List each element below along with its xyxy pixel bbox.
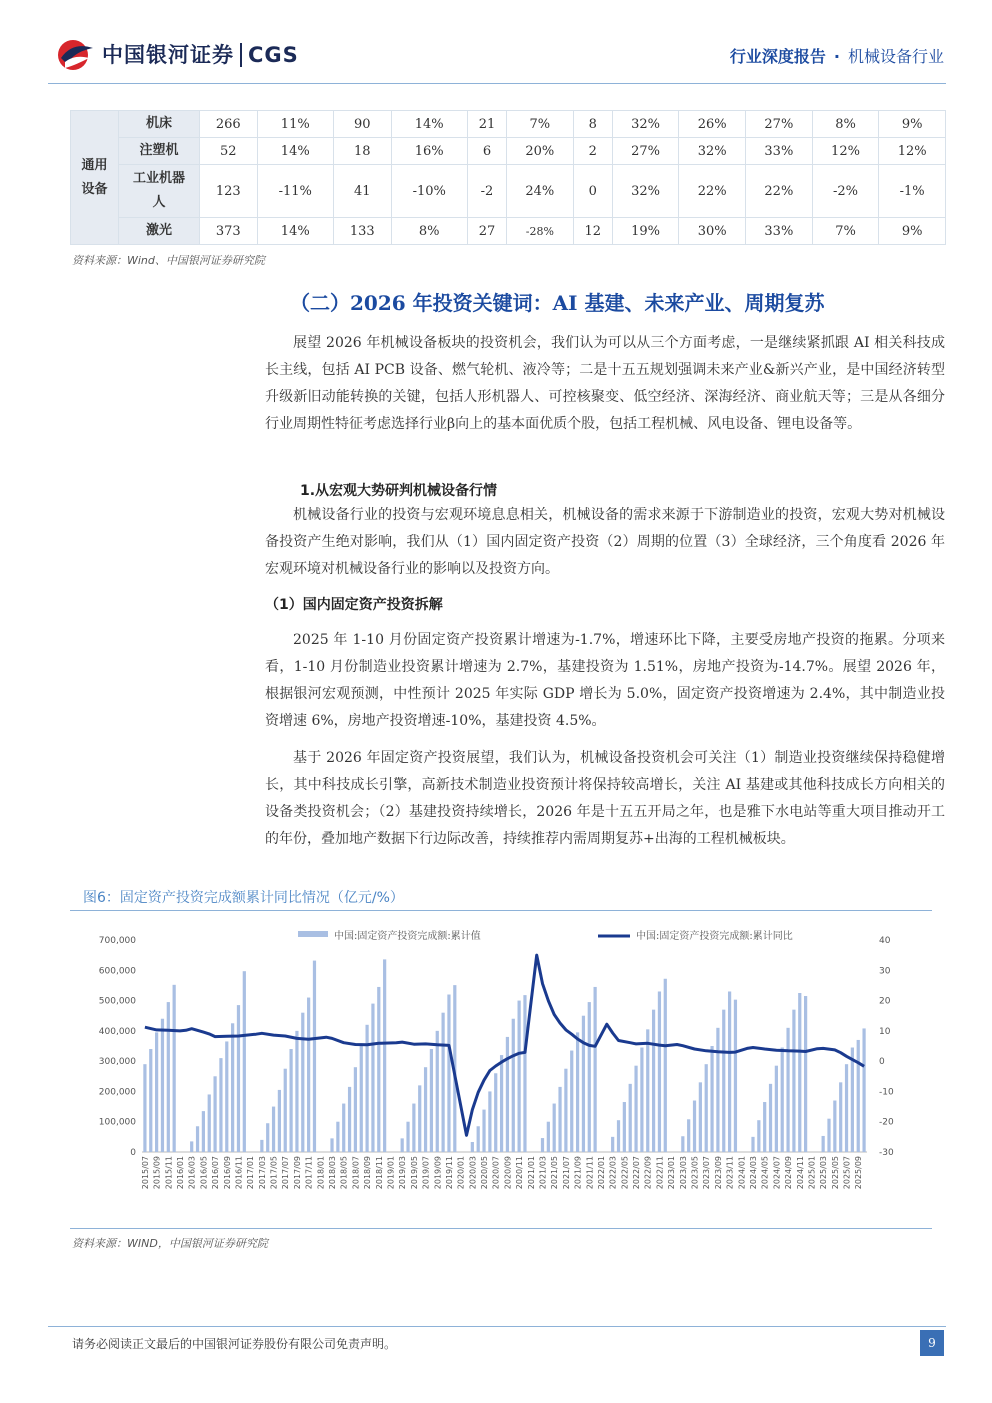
right-axis-tick: -20 [879, 1117, 894, 1128]
bar [851, 1048, 854, 1152]
x-axis-tick: 2024/09 [784, 1156, 794, 1190]
right-axis-tick: 10 [879, 1026, 891, 1037]
bar [547, 1122, 550, 1152]
page-number: 9 [920, 1330, 944, 1356]
x-axis-tick: 2020/09 [503, 1156, 513, 1190]
table-cell: 27% [746, 111, 813, 138]
x-axis-tick: 2017/09 [292, 1156, 302, 1190]
bar [313, 961, 316, 1152]
brand-name: 中国银河证券 [102, 43, 234, 67]
table-cell: 12% [879, 138, 946, 165]
table-cell: 32% [679, 138, 746, 165]
right-axis-tick: 20 [879, 996, 891, 1007]
x-axis-tick: 2024/01 [737, 1156, 747, 1190]
figure-source: 资料来源：WIND，中国银河证券研究院 [72, 1237, 268, 1250]
bar [699, 1082, 702, 1152]
bar [430, 1049, 433, 1152]
x-axis-tick: 2025/05 [830, 1156, 840, 1190]
bar [289, 1049, 292, 1152]
x-axis-tick: 2024/03 [749, 1156, 758, 1190]
report-header [730, 44, 944, 67]
x-axis-tick: 2023/07 [702, 1156, 712, 1190]
left-axis-tick: 700,000 [98, 936, 136, 946]
bar [354, 1067, 357, 1152]
subheading-1: 1.从宏观大势研判机械设备行情 [300, 483, 498, 499]
right-axis-tick: 40 [879, 936, 891, 946]
footer-divider [48, 1326, 946, 1327]
bar [658, 991, 661, 1152]
report-type: 行业深度报告 [729, 47, 826, 66]
bar [237, 1005, 240, 1152]
bar [424, 1067, 427, 1152]
x-axis-tick: 2017/05 [269, 1156, 279, 1190]
table-cell: 7% [812, 218, 879, 245]
bar [629, 1084, 632, 1152]
bar [342, 1104, 345, 1152]
bar [477, 1126, 480, 1152]
bar [412, 1104, 415, 1152]
legend-bar-swatch [298, 931, 328, 937]
table-row [71, 138, 946, 165]
x-axis-tick: 2018/05 [339, 1156, 349, 1190]
table-cell: 26% [679, 111, 746, 138]
bar [734, 1000, 737, 1152]
paragraph-4: 基于 2026 年固定资产投资展望，我们认为，机械设备投资机会可关注（1）制造业投资继续保持稳健增长，其中科技成长引擎，高新技术制造业投资预计将保持较高增长，关注 AI 基建或其他科技成长方向相关的设备类投资机会；（2）基建投资持续增长，2026 年是十五五开局之年，也是雅下水电站等重大项目推动开工的年份，叠加地产数据下行边际改善，持续推荐内需周期复苏+出海的工程机械板块。 [265, 750, 945, 847]
left-axis-tick: 300,000 [98, 1057, 136, 1068]
x-axis-tick: 2017/03 [257, 1156, 267, 1190]
yoy-line [145, 955, 864, 1135]
legend-line-label: 中国:固定资产投资完成额:累计同比 [636, 931, 793, 942]
table-cell: 33% [746, 218, 813, 245]
table-cell: 41 [333, 165, 391, 218]
x-axis-tick: 2017/01 [246, 1156, 256, 1190]
bar [611, 1137, 614, 1152]
x-axis-tick: 2021/03 [538, 1156, 548, 1190]
table-cell: 373 [200, 218, 258, 245]
x-axis-tick: 2023/03 [678, 1156, 688, 1190]
left-axis-tick: 600,000 [98, 966, 136, 977]
table-cell: 27% [612, 138, 679, 165]
bar [155, 1032, 158, 1152]
x-axis-tick: 2016/11 [234, 1156, 244, 1190]
bar [781, 1048, 784, 1152]
bar [208, 1094, 211, 1152]
right-axis-tick: 30 [879, 966, 891, 977]
investment-chart [70, 918, 932, 1218]
bar [348, 1087, 351, 1152]
table-cell: 12% [812, 138, 879, 165]
table-source: 资料来源：Wind、中国银河证券研究院 [72, 254, 265, 267]
bar [862, 1028, 865, 1152]
table-cell: 52 [200, 138, 258, 165]
x-axis-tick: 2021/01 [526, 1156, 536, 1190]
table-cell: -2 [467, 165, 506, 218]
bar [558, 1087, 561, 1152]
x-axis-tick: 2021/09 [573, 1156, 583, 1190]
bar [728, 991, 731, 1152]
bar [594, 987, 597, 1152]
table-cell: 20% [507, 138, 574, 165]
x-axis-tick: 2019/07 [421, 1156, 431, 1190]
bar [576, 1032, 579, 1152]
table-cell: 14% [257, 218, 333, 245]
table-cell: 16% [391, 138, 467, 165]
bar [482, 1110, 485, 1152]
table-row [71, 218, 946, 245]
x-axis-tick: 2020/07 [491, 1156, 501, 1190]
table-row [71, 165, 946, 218]
bar [278, 1090, 281, 1152]
bar [681, 1136, 684, 1152]
bar [845, 1064, 848, 1152]
bar [330, 1138, 333, 1152]
table-cell: 19% [612, 218, 679, 245]
bar [827, 1119, 830, 1152]
table-cell: 9% [879, 218, 946, 245]
bar [792, 1010, 795, 1152]
brand-logo-text [102, 39, 299, 69]
x-axis-tick: 2017/07 [281, 1156, 291, 1190]
data-table [70, 110, 946, 245]
right-axis-tick: -10 [879, 1087, 894, 1098]
x-axis-tick: 2015/11 [164, 1156, 174, 1190]
bar [617, 1120, 620, 1152]
bar [564, 1069, 567, 1152]
bar [652, 1010, 655, 1152]
bar [775, 1066, 778, 1152]
bar [406, 1122, 409, 1152]
right-axis-tick: 0 [879, 1057, 885, 1068]
bar [570, 1051, 573, 1152]
x-axis-tick: 2018/09 [363, 1156, 373, 1190]
brand-name-en: CGS [240, 43, 299, 67]
row-name: 激光 [119, 218, 200, 245]
bar [646, 1029, 649, 1152]
bar [804, 996, 807, 1152]
table-cell: -10% [391, 165, 467, 218]
table-cell: 32% [612, 165, 679, 218]
table-cell: 27 [467, 218, 506, 245]
bar [167, 1002, 170, 1152]
bar [307, 998, 310, 1152]
disclaimer-note: 请务必阅读正文最后的中国银河证券股份有限公司免责声明。 [72, 1337, 397, 1351]
table-cell: 18 [333, 138, 391, 165]
bar [418, 1085, 421, 1152]
row-name: 工业机器 人 [119, 165, 200, 218]
table-cell: 0 [573, 165, 612, 218]
x-axis-tick: 2023/01 [667, 1156, 677, 1190]
bar [442, 1013, 445, 1152]
bar [272, 1107, 275, 1152]
bar [705, 1064, 708, 1152]
x-axis-tick: 2017/11 [304, 1156, 314, 1190]
x-axis-tick: 2022/03 [608, 1156, 618, 1190]
bar [506, 1037, 509, 1152]
bar [266, 1123, 269, 1152]
bar [447, 995, 450, 1152]
industry-name: 机械设备行业 [847, 47, 944, 66]
cgs-logo-icon [55, 38, 95, 72]
table-cell: 11% [257, 111, 333, 138]
section-title: （二）2026 年投资关键词：AI 基建、未来产业、周期复苏 [290, 291, 825, 315]
x-axis-tick: 2016/05 [199, 1156, 209, 1190]
table-cell: 14% [257, 138, 333, 165]
x-axis-tick: 2019/01 [386, 1156, 396, 1190]
bar [716, 1028, 719, 1152]
bar [377, 987, 380, 1152]
bar [798, 993, 801, 1152]
row-name: 机床 [119, 111, 200, 138]
table-cell: 33% [746, 138, 813, 165]
table-cell: -2% [812, 165, 879, 218]
x-axis-tick: 2023/05 [690, 1156, 700, 1190]
x-axis-tick: 2016/01 [176, 1156, 185, 1190]
bar [634, 1066, 637, 1152]
bar [710, 1046, 713, 1152]
table-cell: 2 [573, 138, 612, 165]
table-cell: 22% [679, 165, 746, 218]
bar [518, 1001, 521, 1152]
x-axis-tick: 2022/07 [632, 1156, 642, 1190]
bar [751, 1137, 754, 1152]
bar [553, 1104, 556, 1152]
table-cell: 8% [391, 218, 467, 245]
left-axis-tick: 100,000 [98, 1117, 136, 1128]
x-axis-tick: 2015/09 [152, 1156, 162, 1190]
bar [623, 1102, 626, 1152]
header-divider [48, 83, 946, 84]
table-cell: -11% [257, 165, 333, 218]
x-axis-tick: 2018/07 [351, 1156, 361, 1190]
bar [763, 1102, 766, 1152]
legend-bar-label: 中国:固定资产投资完成额:累计值 [334, 931, 481, 942]
left-axis-tick: 500,000 [98, 996, 136, 1007]
table-cell: 8 [573, 111, 612, 138]
x-axis-tick: 2021/05 [550, 1156, 560, 1190]
x-axis-tick: 2019/05 [409, 1156, 419, 1190]
x-axis-tick: 2025/07 [842, 1156, 852, 1190]
bar [512, 1019, 515, 1152]
left-axis-tick: 400,000 [98, 1026, 136, 1037]
table-row [71, 111, 946, 138]
bar [213, 1076, 216, 1152]
table-cell: 266 [200, 111, 258, 138]
bar [173, 985, 176, 1152]
header-separator: · [833, 47, 840, 66]
table-cell: 8% [812, 111, 879, 138]
figure-bottom-rule [70, 1228, 932, 1229]
x-axis-tick: 2019/09 [433, 1156, 443, 1190]
x-axis-tick: 2025/01 [807, 1156, 817, 1190]
bar [190, 1141, 193, 1152]
table-cell: 7% [507, 111, 574, 138]
bar [196, 1126, 199, 1152]
paragraph-3: 2025 年 1-10 月份固定资产投资累计增速为-1.7%，增速环比下降，主要受房地产投资的拖累。分项来看，1-10 月份制造业投资累计增速为 2.7%，基建投资为 1.51%，房地产投资为-14.7%。展望 2026 年，根据银河宏观预测，中性预计 2025 年实际 GDP 增长为 5.0%，固定资产投资增速为 2.4%，其中制造业投资增速 6%，房地产投资增速-10%，基建投资 4.5%。 [265, 632, 945, 729]
table-cell: 32% [612, 111, 679, 138]
bar [231, 1023, 234, 1152]
bar [260, 1140, 263, 1152]
x-axis-tick: 2022/01 [597, 1156, 606, 1190]
bar [336, 1122, 339, 1152]
bar [284, 1069, 287, 1152]
x-axis-tick: 2024/05 [760, 1156, 770, 1190]
figure-top-rule [70, 910, 932, 911]
x-axis-tick: 2016/07 [211, 1156, 221, 1190]
table-cell: 12 [573, 218, 612, 245]
bar [582, 1016, 585, 1152]
bar [541, 1138, 544, 1152]
table-cell: -1% [879, 165, 946, 218]
row-name: 注塑机 [119, 138, 200, 165]
x-axis-tick: 2020/05 [480, 1156, 489, 1190]
x-axis-tick: 2018/03 [328, 1156, 337, 1190]
x-axis-tick: 2025/03 [819, 1156, 829, 1190]
bar [143, 1064, 146, 1152]
x-axis-tick: 2020/01 [456, 1156, 466, 1190]
x-axis-tick: 2018/11 [374, 1156, 384, 1190]
table-cell: 123 [200, 165, 258, 218]
bar [295, 1031, 298, 1152]
x-axis-tick: 2023/09 [713, 1156, 723, 1190]
bar [588, 1002, 591, 1152]
subheading-2: （1）国内固定资产投资拆解 [265, 597, 443, 613]
bar [371, 1004, 374, 1152]
x-axis-tick: 2016/09 [222, 1156, 232, 1190]
x-axis-tick: 2023/11 [725, 1156, 735, 1190]
bar [225, 1041, 228, 1152]
x-axis-tick: 2024/11 [795, 1156, 805, 1190]
table-cell: 22% [746, 165, 813, 218]
table-cell: 14% [391, 111, 467, 138]
table-cell: 24% [507, 165, 574, 218]
x-axis-tick: 2016/03 [187, 1156, 197, 1190]
table-cell: 21 [467, 111, 506, 138]
bar [722, 1010, 725, 1152]
bar [857, 1040, 860, 1152]
x-axis-tick: 2020/03 [468, 1156, 478, 1190]
figure-title: 图6：固定资产投资完成额累计同比情况（亿元/%） [83, 890, 404, 906]
group-label: 通用 设备 [71, 111, 119, 245]
bar [219, 1058, 222, 1152]
x-axis-tick: 2022/11 [655, 1156, 665, 1190]
bar [786, 1028, 789, 1152]
x-axis-tick: 2022/05 [620, 1156, 630, 1190]
bar [301, 1013, 304, 1152]
bar [822, 1136, 825, 1152]
paragraph-1: 展望 2026 年机械设备板块的投资机会，我们认为可以从三个方面考虑，一是继续紧抓跟 AI 相关科技成长主线，包括 AI PCB 设备、燃气轮机、液冷等；二是十五五规划强调未来产业&新兴产业，是中国经济转型升级新旧动能转换的关键，包括人形机器人、可控核聚变、低空经济、深海经济、商业航天等；三是从各细分行业周期性特征考虑选择行业β向上的基本面优质个股，包括工程机械、风电设备、锂电设备等。 [265, 335, 945, 432]
bar [523, 995, 526, 1152]
x-axis-tick: 2018/01 [316, 1156, 326, 1190]
table-cell: 133 [333, 218, 391, 245]
bar [202, 1111, 205, 1152]
x-axis-tick: 2024/07 [772, 1156, 782, 1190]
x-axis-tick: 2025/09 [854, 1156, 864, 1190]
bar [769, 1084, 772, 1152]
x-axis-tick: 2015/07 [140, 1156, 150, 1190]
bar [360, 1046, 363, 1152]
table-cell: 30% [679, 218, 746, 245]
table-cell: 90 [333, 111, 391, 138]
bar [383, 959, 386, 1152]
x-axis-tick: 2022/09 [643, 1156, 653, 1190]
bar [757, 1120, 760, 1152]
table-cell: -28% [507, 218, 574, 245]
bar [839, 1082, 842, 1152]
bar [687, 1119, 690, 1152]
paragraph-2: 机械设备行业的投资与宏观环境息息相关，机械设备的需求来源于下游制造业的投资，宏观大势对机械设备投资产生绝对影响，我们从（1）国内固定资产投资（2）周期的位置（3）全球经济，三个角度看 2026 年宏观环境对机械设备行业的影响以及投资方向。 [265, 507, 945, 577]
left-axis-tick: 200,000 [98, 1087, 136, 1098]
bar [436, 1031, 439, 1152]
bar [161, 1019, 164, 1152]
bar [664, 979, 667, 1152]
bar [494, 1073, 497, 1152]
table-cell: 6 [467, 138, 506, 165]
right-axis-tick: -30 [879, 1148, 894, 1158]
bar [149, 1049, 152, 1152]
bar [500, 1055, 503, 1152]
bar [401, 1138, 404, 1152]
bar [488, 1091, 491, 1152]
x-axis-tick: 2019/03 [398, 1156, 408, 1190]
table-cell: 9% [879, 111, 946, 138]
bar [471, 1142, 474, 1152]
bar [693, 1101, 696, 1152]
bar [833, 1101, 836, 1152]
bar [243, 971, 246, 1152]
x-axis-tick: 2020/11 [515, 1156, 525, 1190]
bar [640, 1048, 643, 1152]
x-axis-tick: 2021/07 [561, 1156, 571, 1190]
x-axis-tick: 2021/11 [585, 1156, 595, 1190]
x-axis-tick: 2019/11 [445, 1156, 454, 1190]
left-axis-tick: 0 [130, 1148, 136, 1158]
